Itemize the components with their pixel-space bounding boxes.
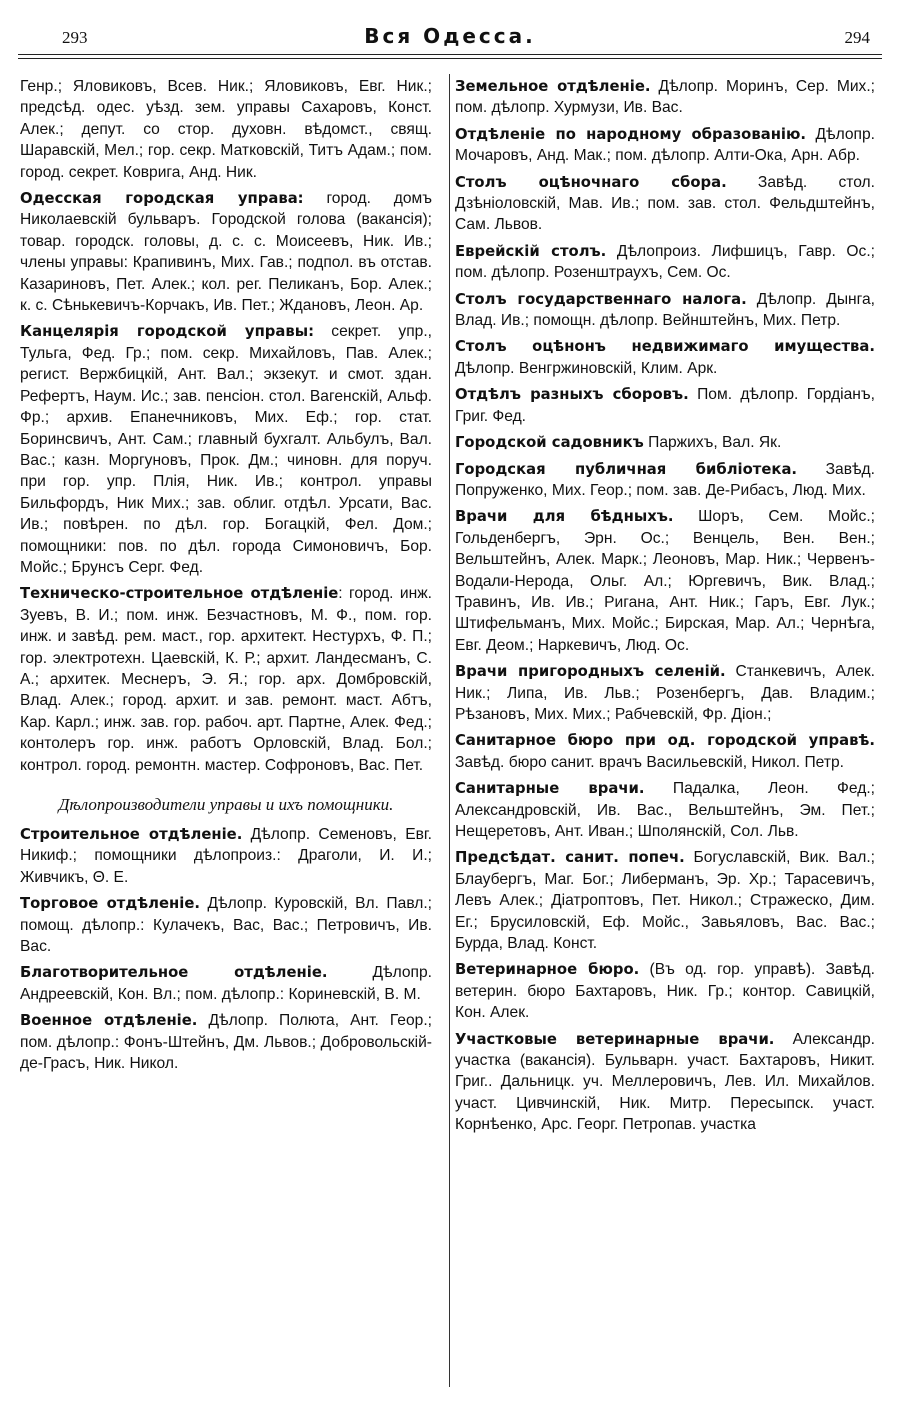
section-subheading: Дѣлопроизводители управы и ихъ помощники. bbox=[58, 795, 394, 814]
header-rule bbox=[18, 54, 882, 55]
entry-sanitary-doctors bbox=[455, 778, 875, 842]
entry-text: Дѣлопр. Полюта, Ант. Геор.; пом. дѣлопр.: Фонъ-Штейнъ, Дм. Львов.; Добровольскій-де-Грасъ, Ник. Никол. bbox=[20, 1012, 432, 1073]
header-rule-double bbox=[18, 58, 882, 59]
entry-text: секрет. упр., Тульга, Фед. Гр.; пом. секр. Михайловъ, Пав. Алек.; регист. Вержбицкій, Ант. Вал.; экзекут. и смот. здан. Рефертъ, Наум. Ис.; зав. пенсіон. стол. Вагенскій, Альф. Фр.; архив. Епанечниковъ, Мих. Еф.; гор. стат. Боринсвичъ, Ант. Сам.; главный бухгалт. Альбулъ, Вал. Вас.; казн. Моргуновъ, Прок. Дм.; чиновн. для поруч. при гор. упр. Плія, Ник. Ив.; контрол. управы Бильфордъ, Ник Мих.; зав. облиг. отдѣл. Урсати, Вас. Ив.; повѣрен. по дѣл. гор. Богацкій, Фел. Дом.; помощники: пов. по дѣл. города Симоновичъ, Бор. Мойс.; Брунсъ Серг. Фед. bbox=[20, 323, 432, 576]
entry-text: Станкевичъ, Алек. Ник.; Липа, Ив. Льв.; Розенбергъ, Дав. Владим.; Рѣзановъ, Мих. Мих.; Рабчевскій, Фр. Діон.; bbox=[455, 663, 875, 723]
entry-heading: Еврейскій столъ. bbox=[455, 242, 607, 260]
entry-heading: Столъ оцѣночнаго сбора. bbox=[455, 173, 727, 191]
entry-heading: Столъ государственнаго налога. bbox=[455, 290, 747, 308]
entry-suburban-doctors bbox=[455, 661, 875, 725]
entry-text: Генр.; Яловиковъ, Всев. Ник.; Яловиковъ, Евг. Ник.; предсѣд. одес. уѣзд. зем. управы Сахаровъ, Конст. Алек.; депут. со стор. духовн. вѣдомст., свящ. Шаравскій, Мел.; гор. секр. Матковскій, Титъ Адам.; пом. город. секрет. Коврига, Анд. Ник. bbox=[20, 78, 432, 181]
entry-heading: Предсѣдат. санит. попеч. bbox=[455, 849, 685, 867]
entry-heading: Отдѣлъ разныхъ сборовъ. bbox=[455, 386, 689, 404]
entry-heading: Отдѣленіе по народному образованію. bbox=[455, 125, 806, 143]
page-number-right: 294 bbox=[844, 28, 870, 47]
entry-technical-dept bbox=[20, 583, 432, 776]
entry-heading: Техническо-строительное отдѣленіе bbox=[20, 585, 339, 603]
entry-sanitary-bureau bbox=[455, 730, 875, 773]
entry-city-council bbox=[20, 188, 432, 316]
entry-text: Завѣд. Попруженко, Мих. Геор.; пом. зав. Де-Рибасъ, Люд. Мих. bbox=[455, 460, 875, 499]
entry-charity-dept bbox=[20, 962, 432, 1005]
entry-text: Паржихъ, Вал. Як. bbox=[643, 434, 782, 452]
entry-text: Дѣлопроиз. Лифшицъ, Гавр. Ос.; пом. дѣлопр. Розенштраухъ, Сем. Ос. bbox=[455, 242, 876, 282]
entry-trade-dept bbox=[20, 893, 432, 957]
entry-heading: Санитарное бюро при од. городской управѣ. bbox=[455, 732, 875, 750]
entry-land-dept bbox=[455, 76, 875, 119]
entry-heading: Одесская городская управа: bbox=[20, 190, 304, 208]
entry-text: (Въ од. гор. управѣ). Завѣд. ветерин. бюро Бахтаровъ, Ник. Гр.; контор. Савицкій, Кон. Алек. bbox=[455, 961, 875, 1022]
entry-text: Шоръ, Сем. Мойс.; Гольденбергъ, Эрн. Ос.; Венцель, Вен. Вен.; Вельштейнъ, Алек. Марк.; Леоновъ, Мар. Ник.; Червенъ-Водали-Нерода, Ольг. Ал.; Юргевичъ, Вик. Влад.; Травинъ, Ив. Ив.; Ригана, Ант. Ник.; Гаръ, Евг. Лук.; Штифельманъ, Мих. Мойс.; Бирская, Мар. Ал.; Чернѣга, Евг. Деом.; Наркевичъ, Люд. Ос. bbox=[455, 508, 875, 654]
entry-heading: Ветеринарное бюро. bbox=[455, 961, 640, 979]
entry-text: город. домъ Николаевскій бульваръ. Городской голова (вакансія); товар. городск. головы, д. с. с. Моисеевъ, Ник. Ив.; члены управы: Крапивинъ, Мих. Гав.; подпол. въ отстав. Казариновъ, Пет. Алек.; кол. рег. Пеликанъ, Бор. Алек.; к. с. Сѣнькевичъ-Корчакъ, Ив. Пет.; Ждановъ, Леон. Ар. bbox=[20, 190, 432, 315]
entry-heading: Участковые ветеринарные врачи. bbox=[455, 1030, 775, 1048]
entry-public-library bbox=[455, 459, 875, 502]
entry-text: Александр. участка (вакансія). Бульварн. участ. Бахтаровъ, Никит. Григ.. Дальницк. уч. Меллеровичъ, Лев. Ил. Михайлов. участ. Цивчинскій, Ник. Митр. Пересыпск. участ. Корнѣенко, Арс. Георг. Петропав. участка bbox=[455, 1030, 875, 1134]
entry-jewish-desk bbox=[455, 241, 875, 284]
entry-continuation bbox=[20, 76, 432, 183]
entry-heading: Торговое отдѣленіе. bbox=[20, 895, 200, 913]
entry-text: Падалка, Леон. Фед.; Александровскій, Ив. Вас., Вельштейнъ, Эм. Пет.; Нещеретовъ, Ант. Иван.; Шполянскій, Сол. Льв. bbox=[455, 780, 876, 840]
entry-heading: Санитарные врачи. bbox=[455, 780, 645, 798]
entry-text: Дѣлопр. Мочаровъ, Анд. Мак.; пом. дѣлопр. Алти-Ока, Арн. Абр. bbox=[455, 125, 875, 165]
entry-heading: Столъ оцѣнонъ недвижимаго имущества. bbox=[455, 338, 875, 356]
entry-heading: Благотворительное отдѣленіе. bbox=[20, 964, 328, 982]
entry-text: Дѣлопр. Дынга, Влад. Ив.; помощн. дѣлопр. Вейнштейнъ, Мих. Петр. bbox=[455, 290, 875, 330]
entry-state-tax-desk bbox=[455, 289, 875, 332]
entry-sanitary-trustees bbox=[455, 847, 875, 954]
entry-heading: Строительное отдѣленіе. bbox=[20, 826, 243, 843]
entry-heading: Земельное отдѣленіе. bbox=[455, 78, 651, 95]
entry-misc-fees bbox=[455, 384, 875, 427]
entry-heading: Военное отдѣленіе. bbox=[20, 1012, 198, 1030]
entry-heading: Городская публичная библіотека. bbox=[455, 460, 798, 478]
left-column bbox=[20, 76, 432, 1079]
entry-text: Дѣлопр. Венгржиновскій, Клим. Арк. bbox=[455, 359, 718, 377]
entry-heading: Врачи для бѣдныхъ. bbox=[455, 508, 674, 526]
entry-text: Дѣлопр. Семеновъ, Евг. Никиф.; помощники дѣлопроиз.: Драголи, И. И.; Живчикъ, Θ. Е. bbox=[20, 826, 432, 886]
entry-assessment-desk bbox=[455, 172, 875, 236]
entry-text: Богуславскій, Вик. Вал.; Блаубергъ, Маг. Бог.; Либерманъ, Эр. Хр.; Тарасевичъ, Левъ Алек.; Діатроптовъ, Пет. Никол.; Стражеско, Дим. Ег.; Брусиловскій, Еф. Мойс., Завьяловъ, Вас. Вас.; Бурда, Влад. Конст. bbox=[455, 849, 876, 953]
entry-text: Дѣлопр. Моринъ, Сер. Мих.; пом. дѣлопр. Хурмузи, Ив. Вас. bbox=[455, 78, 875, 117]
entry-text: Завѣд. бюро санит. врачъ Васильевскій, Никол. Петр. bbox=[455, 753, 844, 771]
entry-council-chancery bbox=[20, 321, 432, 578]
entry-gardener bbox=[455, 432, 875, 453]
running-title: Вся Одесса. bbox=[364, 24, 536, 48]
entry-doctors-poor bbox=[455, 506, 875, 656]
entry-district-vets bbox=[455, 1029, 875, 1136]
page-header bbox=[18, 20, 882, 56]
entry-text: Пом. дѣлопр. Гордіанъ, Григ. Фед. bbox=[455, 386, 876, 425]
entry-construction-dept bbox=[20, 824, 432, 888]
entry-heading: Канцелярія городской управы: bbox=[20, 323, 315, 341]
column-divider bbox=[449, 74, 450, 1387]
entry-text: Дѣлопр. Куровскій, Вл. Павл.; помощ. дѣлопр.: Кулачекъ, Вас, Вас.; Петровичъ, Ив. Вас. bbox=[20, 895, 433, 956]
entry-military-dept bbox=[20, 1010, 432, 1074]
page-number-left: 293 bbox=[62, 28, 88, 47]
entry-text: Завѣд. стол. Дзѣніоловскій, Мав. Ив.; пом. зав. стол. Фельдштейнъ, Сам. Львов. bbox=[455, 173, 875, 234]
entry-heading: Врачи пригородныхъ селеній. bbox=[455, 663, 726, 681]
entry-text: : город. инж. Зуевъ, В. И.; пом. инж. Безчастновъ, М. Ф., пом. гор. инж. и завѣд. рем. маст., гор. архитект. Нестурхъ, Ф. П.; гор. электротехн. Цаевскій, К. Р.; архит. Ландесманъ, С. А.; архитек. Меснеръ, Э. Я.; гор. арх. Домбровскій, Влад. Алек.; город. архит. и зав. ремонт. маст. Абтъ, Кар. Карл.; инж. зав. гор. рабоч. арт. Партне, Алек. Фед.; контолеръ гор. инж. работъ Орловскій, Влад. Бол.; контрол. город. ремонтн. мастер. Софроновъ, Вас. Пет. bbox=[20, 585, 432, 774]
entry-heading: Городской садовникъ bbox=[455, 434, 644, 452]
entry-text: Дѣлопр. Андреевскій, Кон. Вл.; пом. дѣлопр.: Кориневскій, В. М. bbox=[20, 964, 432, 1003]
entry-education-dept bbox=[455, 124, 875, 167]
entry-veterinary-bureau bbox=[455, 959, 875, 1023]
right-column bbox=[455, 76, 875, 1141]
entry-property-desk bbox=[455, 336, 875, 379]
